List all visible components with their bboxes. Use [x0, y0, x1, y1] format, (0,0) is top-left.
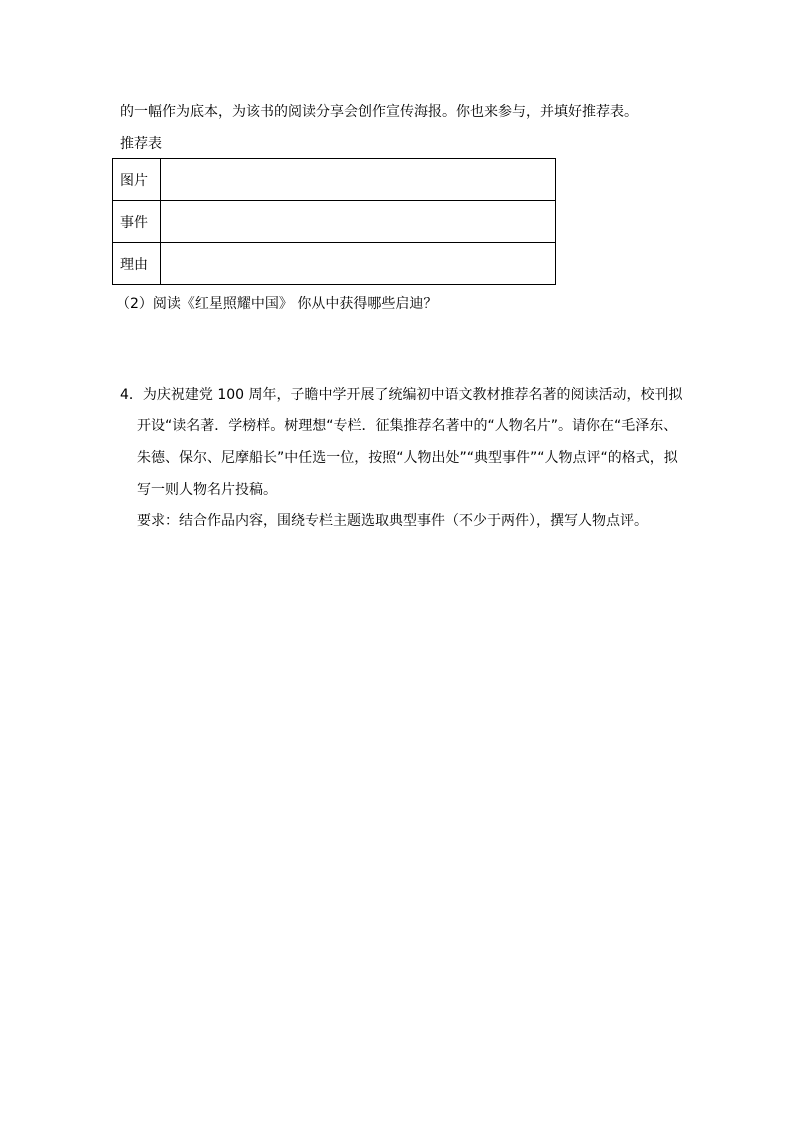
table-caption: 推荐表 — [120, 136, 162, 152]
table-row — [113, 159, 556, 201]
sub-question-2: （2）阅读《红星照耀中国》 你从中获得哪些启迪？ — [116, 296, 438, 312]
question-4-line: 写一则人物名片投稿。 — [137, 482, 277, 498]
intro-text: 的一幅作为底本，为该书的阅读分享会创作宣传海报。你也来参与，并填好推荐表。 — [120, 104, 638, 120]
answer-cell-picture[interactable] — [161, 159, 556, 201]
question-4-line: 开设“读名著．学榜样。树理想“专栏．征集推荐名著中的“人物名片”。请你在“毛泽东、 — [137, 418, 678, 434]
answer-cell-event[interactable] — [161, 201, 556, 243]
table-row — [113, 243, 556, 285]
table-row — [113, 201, 556, 243]
row-label-reason: 理由 — [113, 243, 161, 285]
question-4-line: 4．为庆祝建党 100 周年，子瞻中学开展了统编初中语文教材推荐名著的阅读活动，校刊拟 — [120, 387, 683, 403]
question-4-requirement: 要求：结合作品内容，围绕专栏主题选取典型事件（不少于两件），撰写人物点评。 — [137, 513, 648, 529]
answer-cell-reason[interactable] — [161, 243, 556, 285]
recommendation-table — [112, 158, 556, 285]
question-4-line: 朱德、保尔、尼摩船长”中任选一位，按照“人物出处”“典型事件”“人物点评“的格式，拟 — [137, 450, 678, 466]
row-label-event: 事件 — [113, 201, 161, 243]
row-label-picture: 图片 — [113, 159, 161, 201]
